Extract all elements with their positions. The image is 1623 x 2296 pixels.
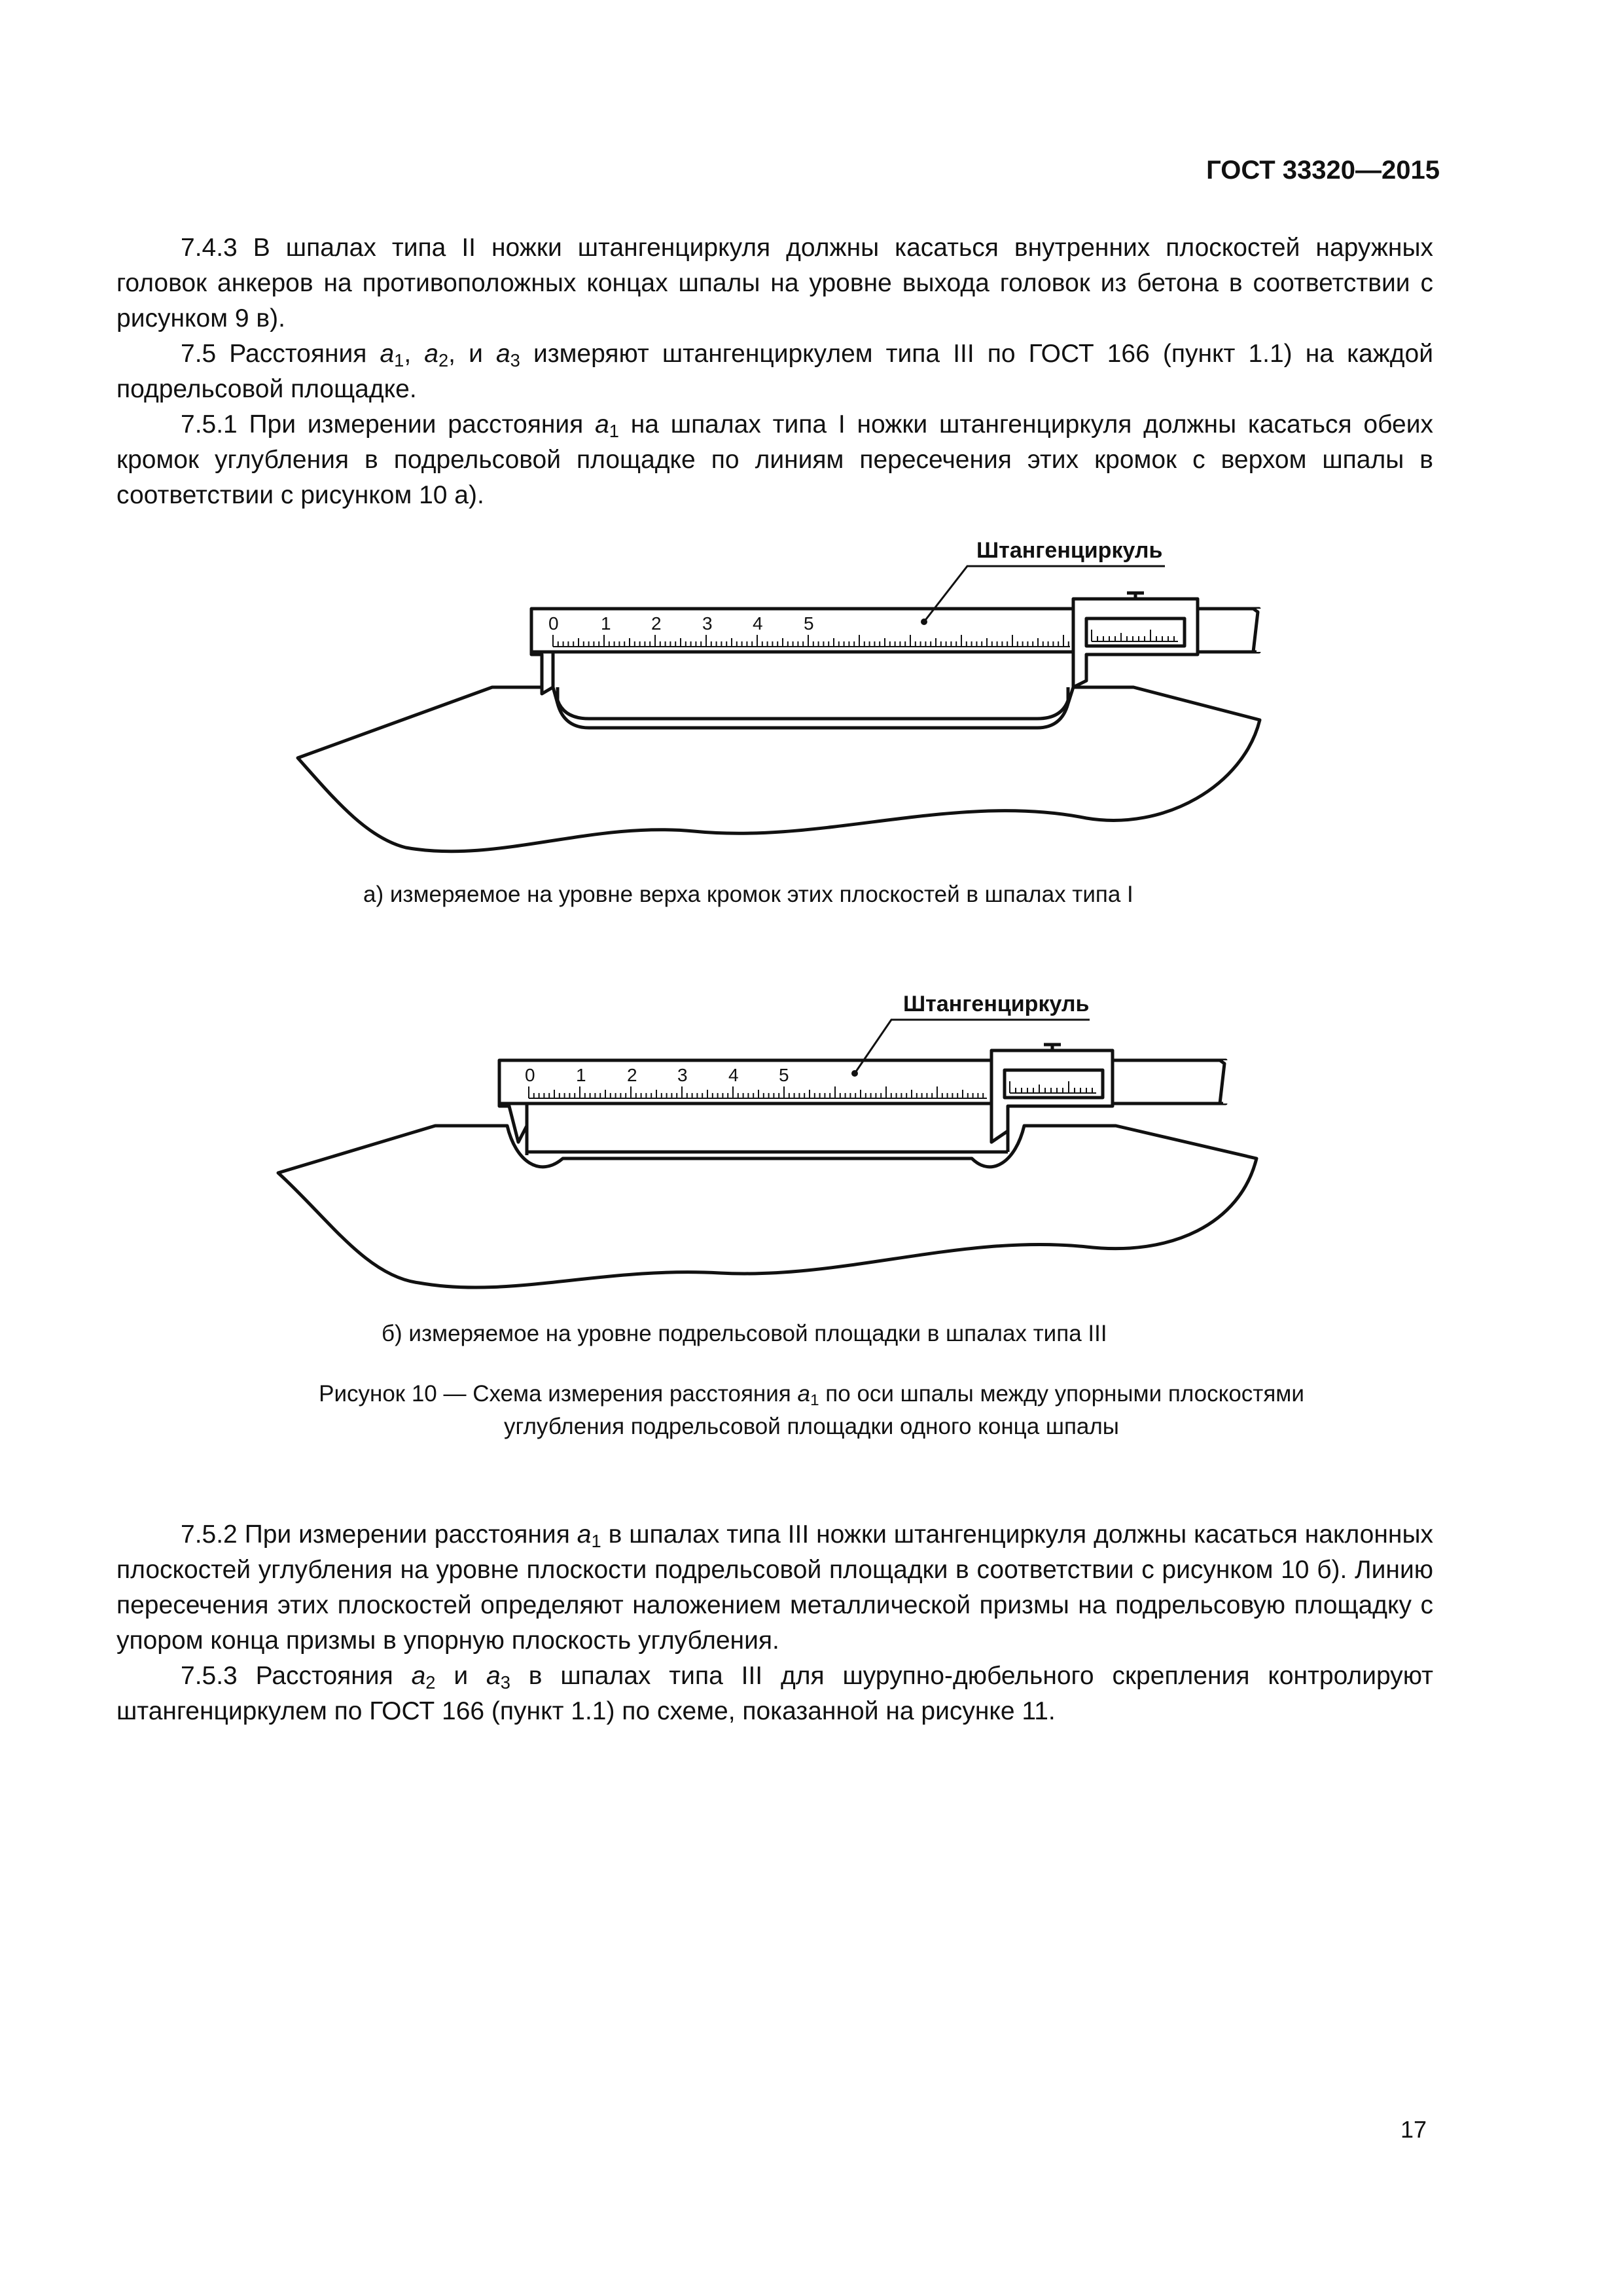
scale-number: 5 [779,1065,789,1085]
figure-title-line2: углубления подрельсовой площадки одного конца шпалы [504,1414,1119,1439]
scale-number: 2 [627,1065,637,1085]
scale-number: 0 [525,1065,535,1085]
scale-numbers-a [548,613,814,634]
page-number: 17 [1400,2116,1427,2143]
paragraph-7-4-3: 7.4.3 В шпалах типа II ножки штангенциркуля должны касаться внутренних плоскостей наружных головок анкеров на противоположных концах шпалы на уровне выхода головок из бетона в соответствии с рисунком 9 в). [116,234,1433,332]
scale-number: 3 [677,1065,688,1085]
caliper-inner-recess-b [527,1113,1008,1155]
scale-number: 1 [576,1065,586,1085]
text-block-bottom [116,1517,1433,1729]
paragraph-7-5: 7.5 Расстояния $a_1$, $a_2$, и $a_3$ измеряют штангенциркулем типа III по ГОСТ 166 (пункт 1.1) на каждой подрельсовой площадке. [116,340,1433,403]
caliper-vernier-slider-a [1073,599,1198,687]
paragraph-7-5-3: 7.5.3 Расстояния $a_2$ и $a_3$ в шпалах типа III для шурупно-дюбельного скрепления контролируют штангенциркулем по ГОСТ 166 (пункт 1.1) по схеме, показанной на рисунке 11. [116,1662,1433,1725]
caliper-inner-recess-a [558,687,1068,719]
scale-number: 0 [548,613,559,634]
paragraph-7-5-1: 7.5.1 При измерении расстояния $a_1$ на шпалах типа I ножки штангенциркуля должны касаться обеих кромок углубления в подрельсовой площадке по линиям пересечения этих кромок с верхом шпалы в соответствии с рисунком 10 а). [116,410,1433,509]
caliper-main-beam-b [499,1060,1226,1103]
scale-number: 4 [753,613,763,634]
scale-number: 4 [728,1065,739,1085]
caliper-scale-a [553,635,1070,647]
figure-b-caption: б) измеряемое на уровне подрельсовой площадки в шпалах типа III [382,1321,1107,1346]
scale-number: 1 [601,613,611,634]
caliper-label-b: Штангенциркуль [903,992,1090,1016]
sleeper-outline-b [278,1126,1257,1287]
figure-a-caption: а) измеряемое на уровне верха кромок этих плоскостей в шпалах типа I [363,882,1133,907]
paragraph-7-5-2: 7.5.2 При измерении расстояния $a_1$ в шпалах типа III ножки штангенциркуля должны касаться наклонных плоскостей углубления на уровне плоскости подрельсовой площадки в соответствии с рисунком 10 б). Линию пересечения этих плоскостей определяют наложением металлической призмы на подрельсовую площадку с упором конца призмы в упорную плоскость углубления. [116,1520,1433,1655]
scale-numbers-b [525,1065,789,1085]
scale-number: 2 [651,613,662,634]
text-block-top [116,230,1433,513]
figure-title-line1: Рисунок 10 — Схема измерения расстояния $a_1$ по оси шпалы между упорными плоскостями [319,1381,1304,1410]
caliper-scale-b [529,1086,987,1098]
figure-b-drawing [0,969,1623,1322]
figure-a-drawing [0,524,1623,890]
figure-title [118,1378,1505,1443]
document-code-header: ГОСТ 33320—2015 [1206,156,1440,185]
sleeper-outline-a [298,687,1260,852]
scale-number: 5 [804,613,814,634]
caliper-label-a: Штангенциркуль [976,538,1163,563]
scale-number: 3 [702,613,713,634]
caliper-fixed-jaw-b [499,1103,527,1142]
